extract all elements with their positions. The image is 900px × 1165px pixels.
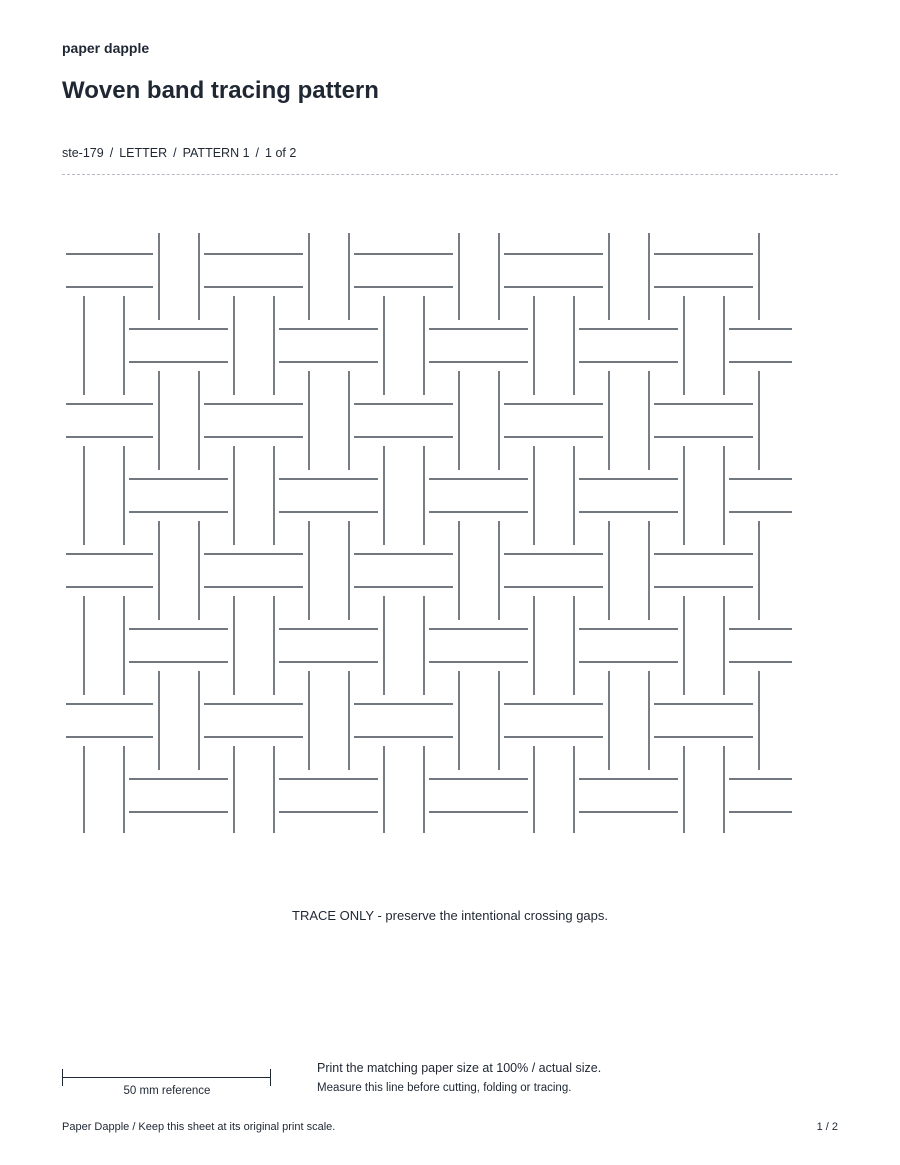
brand-name: paper dapple [62,40,150,56]
page-number: 1 / 2 [816,1121,838,1133]
breadcrumb-separator: / [173,146,177,160]
breadcrumb-item-pattern: PATTERN 1 [182,146,250,160]
breadcrumb-item-page: 1 of 2 [265,146,297,160]
footer-note: Paper Dapple / Keep this sheet at its original print scale. [62,1121,336,1133]
breadcrumb-item-paper-size: LETTER [119,146,168,160]
trace-instruction: TRACE ONLY - preserve the intentional crossing gaps. [292,908,608,923]
breadcrumb-separator: / [255,146,260,160]
measure-note: Measure this line before cutting, folding or tracing. [317,1082,572,1094]
breadcrumb-separator: / [109,146,114,160]
breadcrumb-item-code: ste-179 [62,146,104,160]
scale-reference-line [62,1077,271,1078]
print-scale-note: Print the matching paper size at 100% / actual size. [317,1061,602,1075]
scale-reference-tick-left [62,1069,63,1086]
page-title: Woven band tracing pattern [62,77,379,104]
scale-reference-label: 50 mm reference [123,1085,211,1097]
scale-reference-tick-right [270,1069,271,1086]
